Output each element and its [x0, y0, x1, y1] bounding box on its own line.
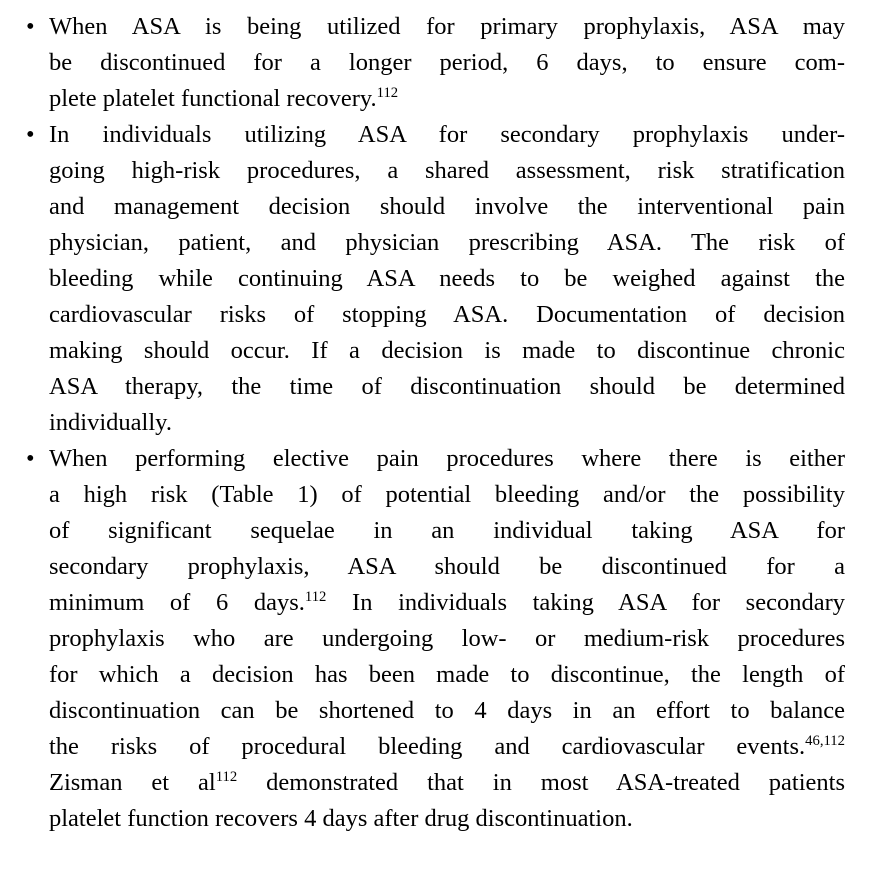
- text-line: When ASA is being utilized for primary prophylaxis, ASA may: [49, 13, 845, 40]
- text-line: When performing elective pain procedures where there is either: [49, 445, 845, 472]
- bullet-text: [49, 9, 845, 117]
- superscript-citation: 46,112: [805, 733, 845, 750]
- bullet-marker: •: [26, 121, 35, 148]
- bullet-item: [26, 117, 845, 441]
- bullet-list: [26, 9, 845, 837]
- text-line: prophylaxis who are undergoing low- or medium-risk procedures: [49, 625, 845, 652]
- text-line: physician, patient, and physician prescribing ASA. The risk of: [49, 229, 845, 256]
- superscript-citation: 112: [376, 85, 399, 102]
- text-line: be discontinued for a longer period, 6 days, to ensure com-: [49, 49, 845, 76]
- bullet-item: [26, 9, 845, 117]
- text-line: for which a decision has been made to discontinue, the length of: [49, 661, 845, 688]
- text-line: plete platelet functional recovery.$^{112}$: [49, 85, 399, 112]
- text-line: cardiovascular risks of stopping ASA. Documentation of decision: [49, 301, 845, 328]
- text-line: individually.: [49, 409, 172, 436]
- bullet-text: [49, 117, 845, 441]
- text-line: minimum of 6 days.$^{112}$ In individuals taking ASA for secondary: [49, 589, 845, 616]
- bullet-text: [49, 441, 845, 837]
- text-line: a high risk (Table 1) of potential bleeding and/or the possibility: [49, 481, 845, 508]
- bullet-item: [26, 441, 845, 837]
- superscript-citation: 112: [215, 769, 238, 786]
- text-line: making should occur. If a decision is made to discontinue chronic: [49, 337, 845, 364]
- text-line: ASA therapy, the time of discontinuation should be determined: [49, 373, 845, 400]
- text-line: going high-risk procedures, a shared assessment, risk stratification: [49, 157, 845, 184]
- text-line: discontinuation can be shortened to 4 days in an effort to balance: [49, 697, 845, 724]
- text-line: secondary prophylaxis, ASA should be discontinued for a: [49, 553, 845, 580]
- bullet-marker: •: [26, 445, 35, 472]
- text-line: platelet function recovers 4 days after drug discontinuation.: [49, 805, 633, 832]
- superscript-citation: 112: [304, 589, 327, 606]
- text-line: Zisman et al$^{112}$ demonstrated that in most ASA-treated patients: [49, 769, 845, 796]
- text-line: In individuals utilizing ASA for secondary prophylaxis under-: [49, 121, 845, 148]
- bullet-marker: •: [26, 13, 35, 40]
- text-line: the risks of procedural bleeding and cardiovascular events.$^{46,112}$: [49, 733, 845, 760]
- text-line: and management decision should involve the interventional pain: [49, 193, 845, 220]
- text-line: bleeding while continuing ASA needs to be weighed against the: [49, 265, 845, 292]
- text-line: of significant sequelae in an individual taking ASA for: [49, 517, 845, 544]
